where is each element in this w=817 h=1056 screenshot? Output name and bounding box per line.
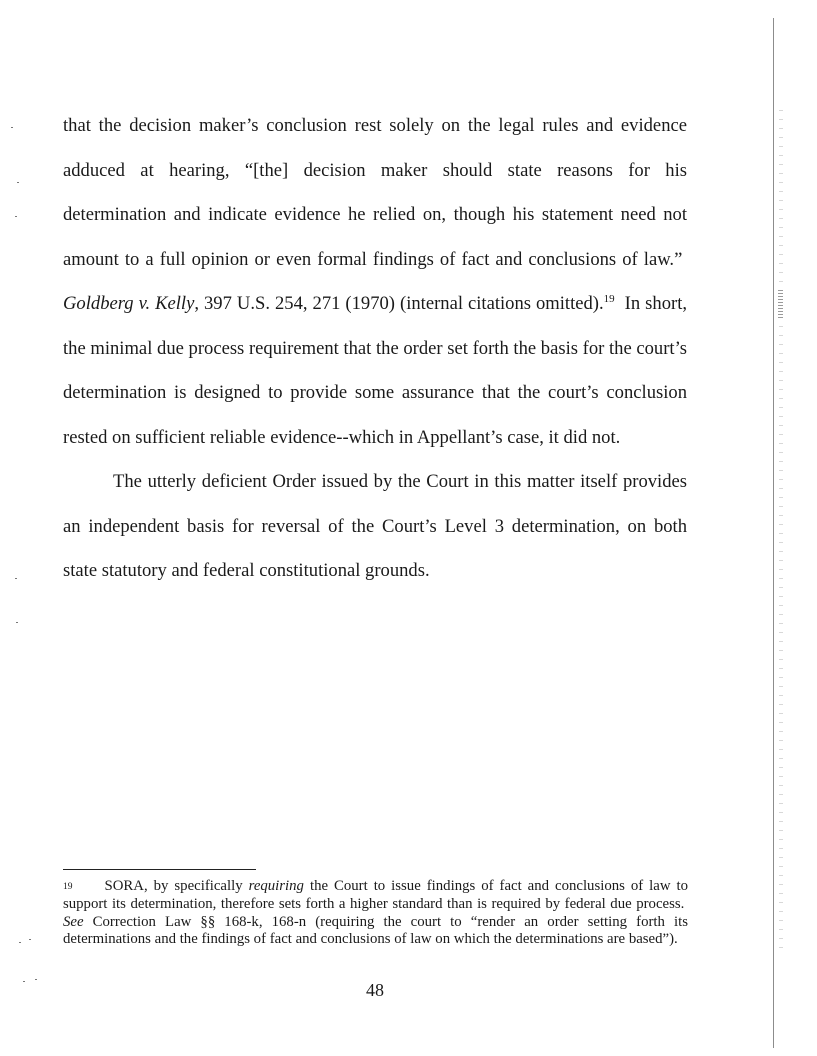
scan-speck	[15, 578, 17, 579]
scan-speck	[17, 182, 19, 183]
paragraph-1: that the decision maker’s conclusion rest solely on the legal rules and evidence adduced at hearing, “[the] decision maker should state reasons for his determination and indicate evidence he relied on, though his statement need not amount to a full opinion or even formal findings of fact and conclusions of law.” Goldberg v. Kelly, 397 U.S. 254, 271 (1970) (internal citations omitted).$^{19}$ In short, the minimal due process requirement that the order set forth the basis for the court’s determination is designed to provide some assurance that the court’s conclusion rested on sufficient reliable evidence--which in Appellant’s case, it did not.	[63, 115, 688, 448]
footnote-separator	[63, 869, 256, 870]
page-edge-marks	[779, 110, 783, 950]
scan-speck	[29, 939, 31, 940]
scan-speck	[19, 942, 21, 943]
footnote-19: 19 SORA, by specifically requiring the Court to issue findings of fact and conclusions of law to support its determination, therefore sets forth a higher standard than is required by federal due process. See Correction Law §§ 168-k, 168-n (requiring the court to “render an order setting forth its determinations and the findings of fact and conclusions of law on which the determinations are based”).	[63, 878, 689, 947]
scan-speck	[35, 979, 37, 980]
scan-speck	[23, 981, 25, 982]
body-text	[63, 104, 687, 594]
page-edge-line	[773, 18, 774, 1048]
scan-speck	[15, 216, 17, 217]
page-number: 48	[366, 980, 384, 1000]
page-edge-marks-dense	[778, 290, 783, 320]
footnote-reference[interactable]: 19	[603, 293, 615, 305]
footnote-number: 19	[63, 882, 73, 892]
paragraph-2: The utterly deficient Order issued by the Court in this matter itself provides an independent basis for reversal of the Court’s Level 3 determination, on both state statutory and federal constitutional grounds.	[63, 471, 687, 581]
scan-speck	[11, 127, 13, 128]
scan-speck	[16, 622, 18, 623]
case-citation: Goldberg v. Kelly	[63, 293, 195, 314]
